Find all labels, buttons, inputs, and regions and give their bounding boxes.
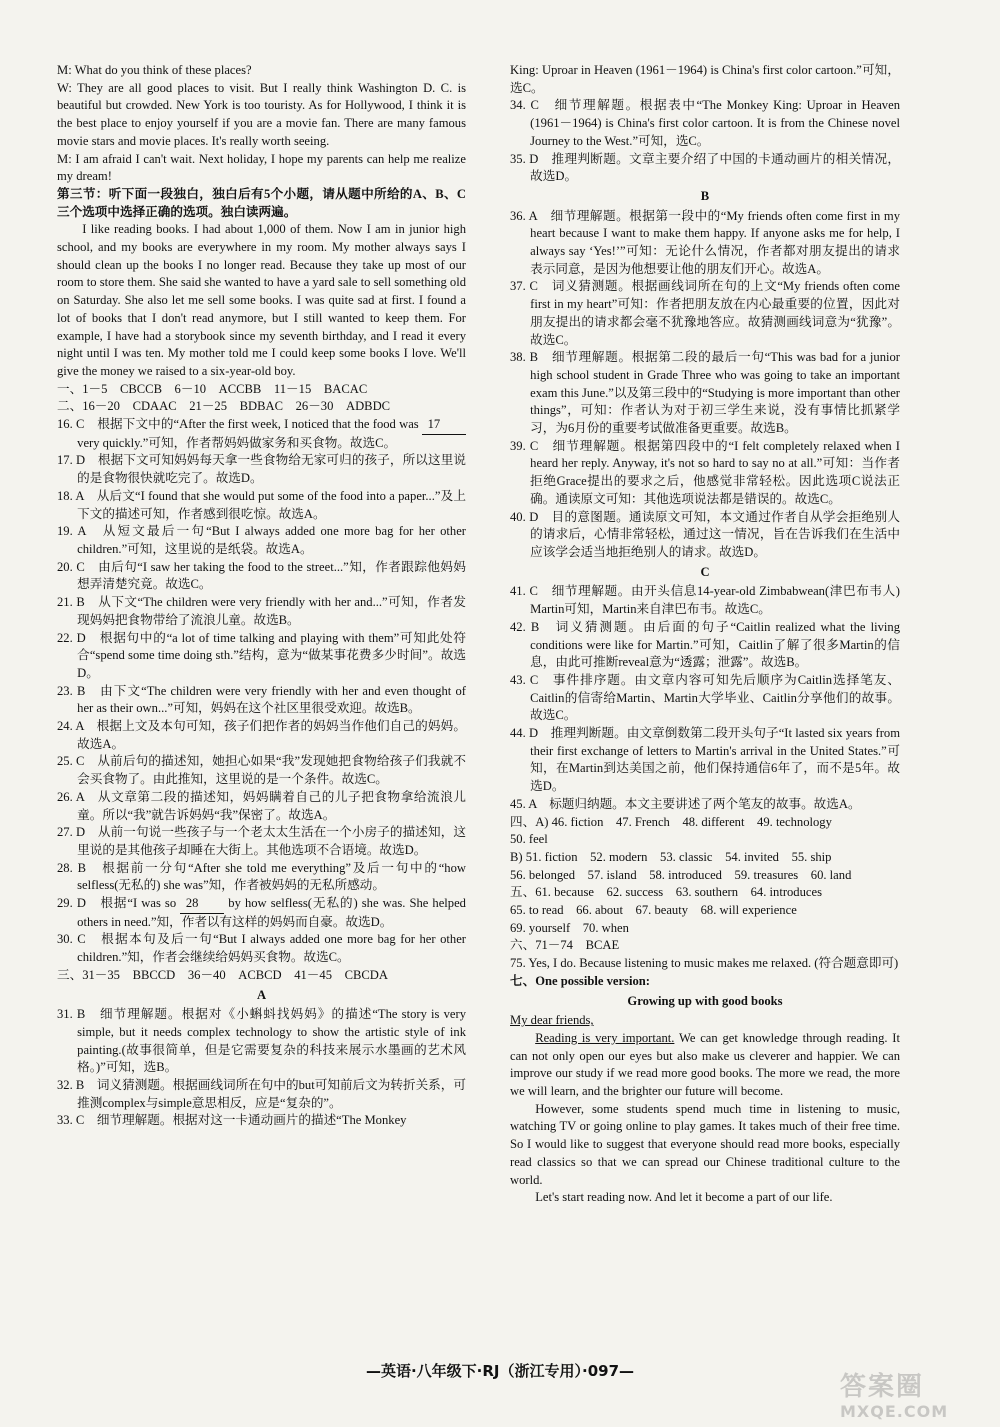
answers-part-4b: 50. feel [510,832,548,847]
explanation-24: 24. A 根据上文及本句可知，孩子们把作者的妈妈当作他们自己的妈妈。故选A。 [57,719,466,751]
essay-title: Growing up with good books [627,993,783,1008]
explanation-41: 41. C 细节理解题。由开头信息14-year-old Zimbabwean(津巴布韦人) Martin可知，Martin来自津巴布韦。故选C。 [510,584,900,617]
watermark-site-text: MXQE.COM [840,1402,949,1421]
explanation-32: 32. B 词义猜测题。根据画线词所在句中的but可知前后文为转折关系，可推测complex与simple意思相反，应是“复杂的”。 [57,1078,466,1110]
explanation-33: 33. C 细节理解题。根据对这一卡通动画片的描述“The Monkey [57,1113,407,1128]
explanation-23: 23. B 由下文“The children were very friendly with her and even thought of her as their own...”可知，妈妈在这个社区里很受欢迎。故选B。 [57,683,466,716]
explanation-43: 43. C 事件排序题。由文章内容可知先后顺序为Caitlin选择笔友、Caitlin的信寄给Martin、Martin大学毕业、Caitlin分享他们的故事。故选C。 [510,672,900,723]
explanation-27: 27. D 从前一句说一些孩子与一个老太太生活在一个小房子的描述知，这里说的是其他孩子却睡在大街上。其他选项不合语境。故选D。 [57,825,466,857]
explanation-26: 26. A 从文章第二段的描述知，妈妈瞒着自己的儿子把食物拿给流浪儿童。所以“我”就告诉妈妈“我”保密了。故选A。 [57,789,466,822]
answers-part-2: 二、16－20 CDAAC 21－25 BDBAC 26－30 ADBDC [57,399,391,414]
blank-17: 17 [422,416,466,435]
explanation-21: 21. B 从下文“The children were very friendly with her and...”可知，作者发现妈妈把食物带给了流浪儿童。故选B。 [57,595,466,627]
explanation-30: 30. C 根据本句及后一句“But I always added one more bag for her other children.”知，作者会继续给妈妈买食物。故选C。 [57,932,466,965]
watermark-logo [840,1372,990,1424]
explanation-40: 40. D 目的意图题。通读原文可知，本文通过作者自从学会拒绝别人的请求后，心情非常轻松，通过这一情况，旨在告诉我们在生活中应该学会适当地拒绝别人的请求。故选D。 [510,509,900,559]
explanation-39: 39. C 细节理解题。根据第四段中的“I felt completely relaxed when I heard her reply. Anyway, it's not so hard to say no at all.”可知：当作者拒绝Grace提出的要求之后，他感觉非常轻松。因此选项C说法正确。通读原文可知：其他选项说法都是错误的。故选C。 [510,438,900,506]
dialogue-line-3: M: I am afraid I can't wait. Next holiday, I hope my parents can help me realize my dream! [57,151,466,184]
explanation-37: 37. C 词义猜测题。根据画线词所在句的上文“My friends often come first in my heart”可知：作者把朋友放在内心最重要的位置，因此对朋友提出的请求都会毫不犹豫地答应。故猜测画线词意为“犹豫”。故选C。 [510,279,900,347]
section-3-instruction: 第三节：听下面一段独白，独白后有5个小题，请从题中所给的A、B、C三个选项中选择正确的选项。独白读两遍。 [57,186,466,219]
explanation-45: 45. A 标题归纳题。本文主要讲述了两个笔友的故事。故选A。 [510,796,861,811]
blank-28: 28 [180,895,224,914]
essay-topic-sentence: Reading is very important. [535,1030,675,1045]
listening-passage: I like reading books. I had about 1,000 of them. Now I am in junior high school, and my books are everywhere in my room. My mother always says I should clean up the books I no longer read. Because they take up most of our room to store them. She said she wanted to have a yard sale to sell something old on Saturday. She also let me sell some books. I was quite sad at first. I found a lot of books that I don't read anymore, but I still wanted to keep them. For example, I have had a storybook since my seventh birthday, and I read it every night until I was ten. My mother told me I could keep some books I love. We'll give the money we raised to a six-year-old boy. [57,222,466,378]
explanation-36: 36. A 细节理解题。根据第一段中的“My friends often come first in my heart because I want to make them happy. If anyone asks me for help, I always say ‘Yes!’”可知：无论什么情况，作者都对朋友提出的请求表示同意，是因为他想要让他的朋友们开心。故选A。 [510,208,900,276]
dialogue-line-2: W: They are all good places to visit. But I really think Washington D. C. is beautiful but crowded. New York is too touristy. As for Hollywood, I think it is the best place to enjoy yourself if you are a movie fan. There are many famous movie stars and movie places. It's really worth seeing. [57,80,466,148]
answers-part-5a: 五、61. because 62. success 63. southern 64. introduces [510,885,822,900]
section-7-heading: 七、One possible version: [510,973,650,988]
answers-part-1: 一、1－5 CBCCB 6－10 ACCBB 11－15 BACAC [57,381,368,396]
explanation-33-continued: King: Uproar in Heaven (1961－1964) is China's first color cartoon.”可知，选C。 [510,63,900,95]
explanation-28: 28. B 根据前一分句“After she told me everything”及后一句中的“how selfless(无私的) she was”知，作者被妈妈的无私所感动。 [57,860,466,893]
answers-part-4a: 四、A) 46. fiction 47. French 48. different 49. technology [510,814,832,829]
explanation-18: 18. A 从后文“I found that she would put some of the food into a paper...”及上下文的描述可知，作者感到很吃惊。故选A。 [57,488,466,521]
page-footer: —英语·八年级下·RJ（浙江专用）·097— [365,1362,635,1380]
explanation-44: 44. D 推理判断题。由文章倒数第二段开头句子“It lasted six years from their first exchange of letters to Martin's arrival in the United States.”可知，在Martin到达美国之前，他们保持通信6年了，而不是5年。故选D。 [510,726,900,794]
section-b-heading: B [700,188,710,203]
explanation-25: 25. C 从前后句的描述知，她担心如果“我”发现她把食物给孩子们我就不会买食物了。由此推知，这里说的是一个条件。故选C。 [57,754,466,787]
explanation-31: 31. B 细节理解题。根据对《小蝌蚪找妈妈》的描述“The story is very simple, but it needs complex technology to show the artistic style of ink painting.(故事很简单，但是它需要复杂的科技来展示水墨画的艺术风格。)”可知，选B。 [57,1007,466,1075]
explanation-19: 19. A 从短文最后一句“But I always added one more bag for her other children.”可知，这里说的是纸袋。故选A。 [57,524,466,556]
answers-part-6: 六、71－74 BCAE [510,938,620,953]
explanation-42: 42. B 词义猜测题。由后面的句子“Caitlin realized what the living conditions were like for Martin.”可知，Caitlin了解了很多Martin的信息，由此可推断reveal意为“透露；泄露”。故选B。 [510,619,900,670]
explanation-29: 29. D 根据“I was so 28 by how selfless(无私的) she was. She helped others in need.”知，作者以有这样的妈妈而自豪。故选D。 [57,896,466,929]
explanation-16: 16. C 根据下文中的“After the first week, I noticed that the food was 17 very quickly.”可知，作者帮妈妈做家务和买食物。故选C。 [57,416,466,452]
section-a-heading: A [256,987,267,1002]
answers-part-4d: 56. belonged 57. island 58. introduced 59. treasures 60. land [510,867,852,882]
left-column [57,62,466,1130]
explanation-17: 17. D 根据下文可知妈妈每天拿一些食物给无家可归的孩子，所以这里说的是食物很快就吃完了。故选D。 [57,453,466,486]
essay-greeting: My dear friends, [510,1013,594,1028]
explanation-20: 20. C 由后句“I saw her taking the food to the street...”知，作者跟踪他妈妈想弄清楚究竟。故选C。 [57,559,466,592]
section-c-heading: C [700,564,710,579]
answers-part-3: 三、31－35 BBCCD 36－40 ACBCD 41－45 CBCDA [57,967,388,982]
answers-part-5c: 69. yourself 70. when [510,920,629,935]
answers-part-5b: 65. to read 66. about 67. beauty 68. will experience [510,903,797,918]
dialogue-line-1: M: What do you think of these places? [57,63,252,77]
explanation-22: 22. D 根据句中的“a lot of time talking and playing with them”可知此处符合“spend some time doing sth.”结构，意为“做某事花费多少时间”。故选D。 [57,630,466,680]
explanation-34: 34. C 细节理解题。根据表中“The Monkey King: Uproar in Heaven (1961－1964) is China's first color cartoon. It is from the Chinese novel Journey to the West.”可知，选C。 [510,98,900,148]
essay-paragraph-3: Let's start reading now. And let it become a part of our life. [535,1190,833,1205]
right-column [510,62,900,1207]
essay-paragraph-2: However, some students spend much time in listening to music, watching TV or going online to play games. It takes much of their free time. So I would like to suggest that everyone should read more books, especially read classics so that we can spread our Chinese traditional culture to the world. [510,1101,900,1187]
watermark-logo-text: 答案圈 [840,1372,925,1402]
essay-paragraph-1: Reading is very important. We can get knowledge through reading. It can not only open our eyes but also make us cleverer and happier. We can improve our study if we read more good books. The more we read, the more we will learn, and the brighter our future will become. [510,1030,900,1099]
explanation-38: 38. B 细节理解题。根据第二段的最后一句“This was bad for a junior high school student in Grade Three who was going to take an important exam this June.”以及第三段中的“Studying is more important than other things”，可知：作者认为对于初三学生来说，没有事情比抓紧学习，为6月份的重要考试做准备更重要。故选B。 [510,350,900,436]
answer-75: 75. Yes, I do. Because listening to music makes me relaxed. (符合题意即可) [510,956,899,971]
answers-part-4c: B) 51. fiction 52. modern 53. classic 54. invited 55. ship [510,849,832,864]
explanation-35: 35. D 推理判断题。文章主要介绍了中国的卡通动画片的相关情况，故选D。 [510,151,900,184]
